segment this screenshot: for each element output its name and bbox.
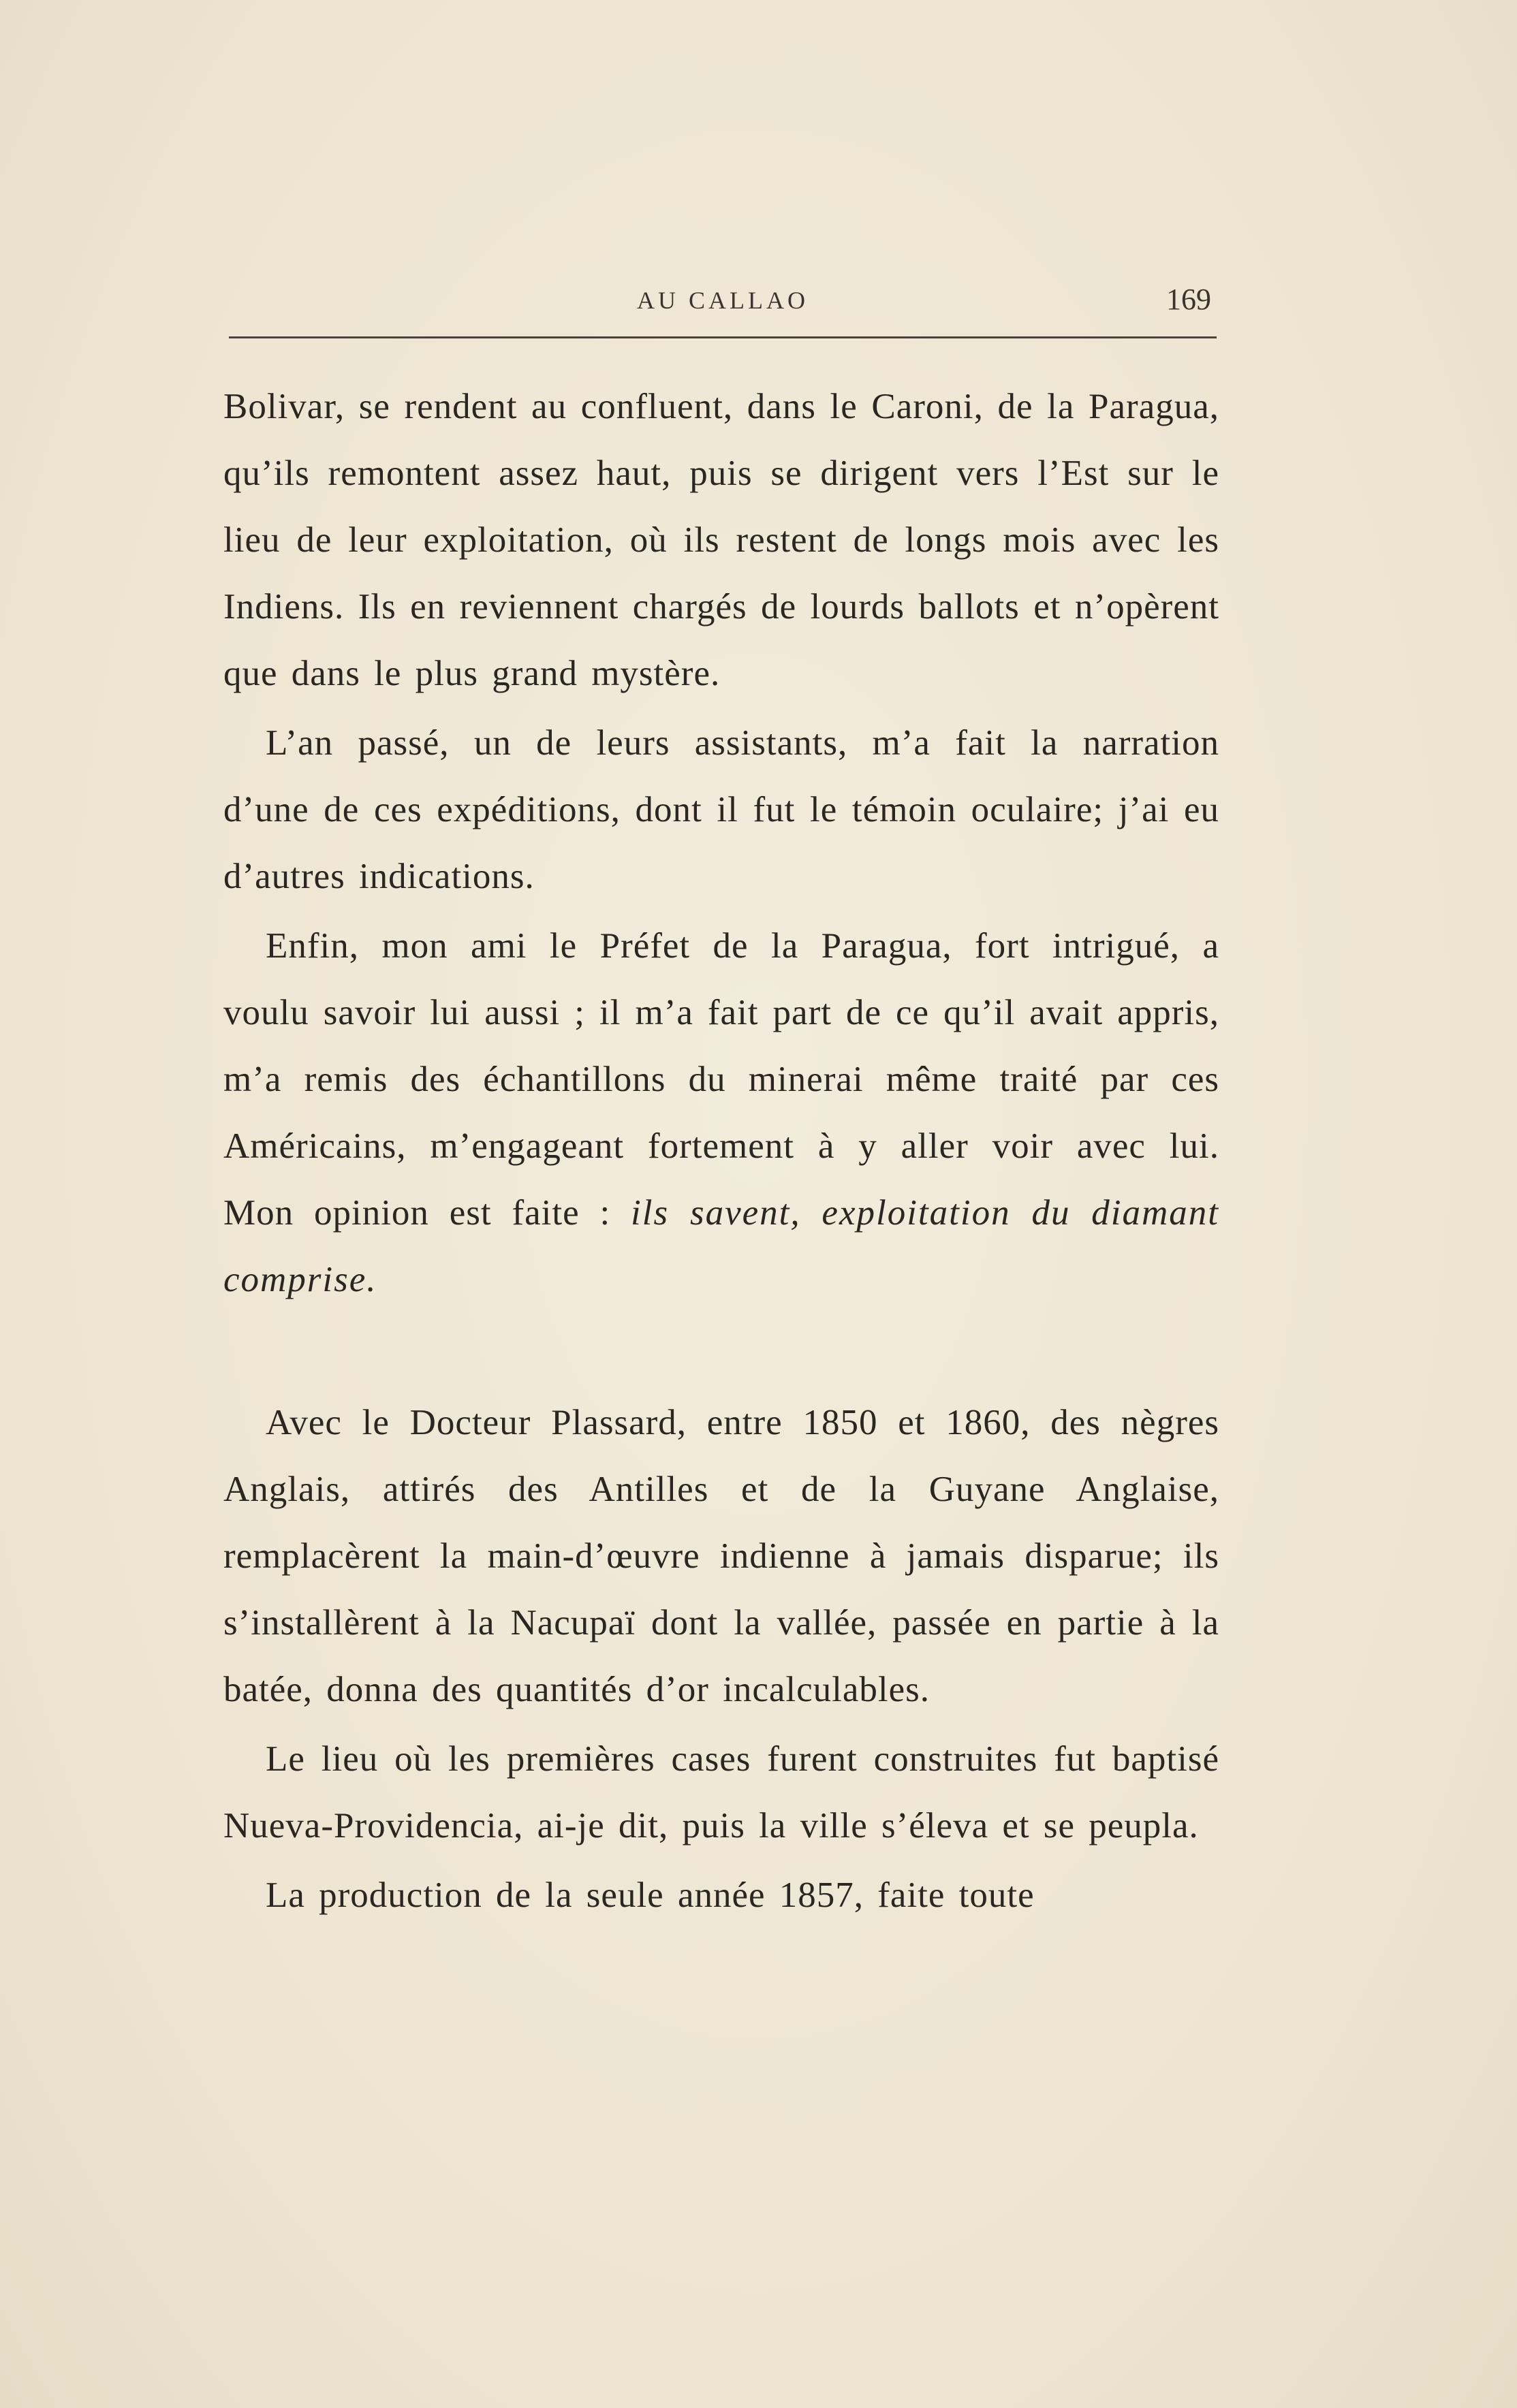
paragraph-3-emphasis: ils savent, exploitation du diamant comprise. — [223, 1193, 1220, 1299]
header-rule — [229, 336, 1217, 338]
paragraph-6: La production de la seule année 1857, faite toute — [266, 1875, 1035, 1915]
text-block-upper — [223, 373, 1219, 1316]
running-title: AU CALLAO — [637, 287, 809, 314]
page-number: 169 — [1166, 283, 1211, 316]
paragraph-3 — [223, 913, 1219, 1313]
paragraph-3-text: Enfin, mon ami le Préfet de la Paragua, fort intrigué, a voulu savoir lui aussi ; il m’a fait part de ce qu’il avait appris, m’a remis des échantillons du minerai même traité par ces Américains, m’engageant fortement à y aller voir avec lui. Mon opinion est faite : — [223, 926, 1219, 1233]
paragraph-4: Avec le Docteur Plassard, entre 1850 et 1860, des nègres Anglais, attirés des Antilles et de la Guyane Anglaise, remplacèrent la main-d’œuvre indienne à jamais disparue; ils s’installèrent à la Nacupaï dont la vallée, passée en partie à la batée, donna des quantités d’or incalculables. — [223, 1403, 1219, 1709]
paragraph-2: L’an passé, un de leurs assistants, m’a fait la narration d’une de ces expéditions, dont il fut le témoin oculaire; j’ai eu d’autres indications. — [223, 723, 1219, 896]
paragraph-5: Le lieu où les premières cases furent construites fut baptisé Nueva-Providencia, ai-je dit, puis la ville s’éleva et se peupla. — [223, 1739, 1219, 1845]
text-block-lower — [223, 1389, 1219, 1931]
paragraph-1: Bolivar, se rendent au confluent, dans le Caroni, de la Paragua, qu’ils remontent assez haut, puis se dirigent vers l’Est sur le lieu de leur exploitation, où ils restent de longs mois avec les Indiens. Ils en reviennent chargés de lourds ballots et n’opèrent que dans le plus grand mystère. — [223, 387, 1219, 693]
page-header — [229, 283, 1217, 327]
